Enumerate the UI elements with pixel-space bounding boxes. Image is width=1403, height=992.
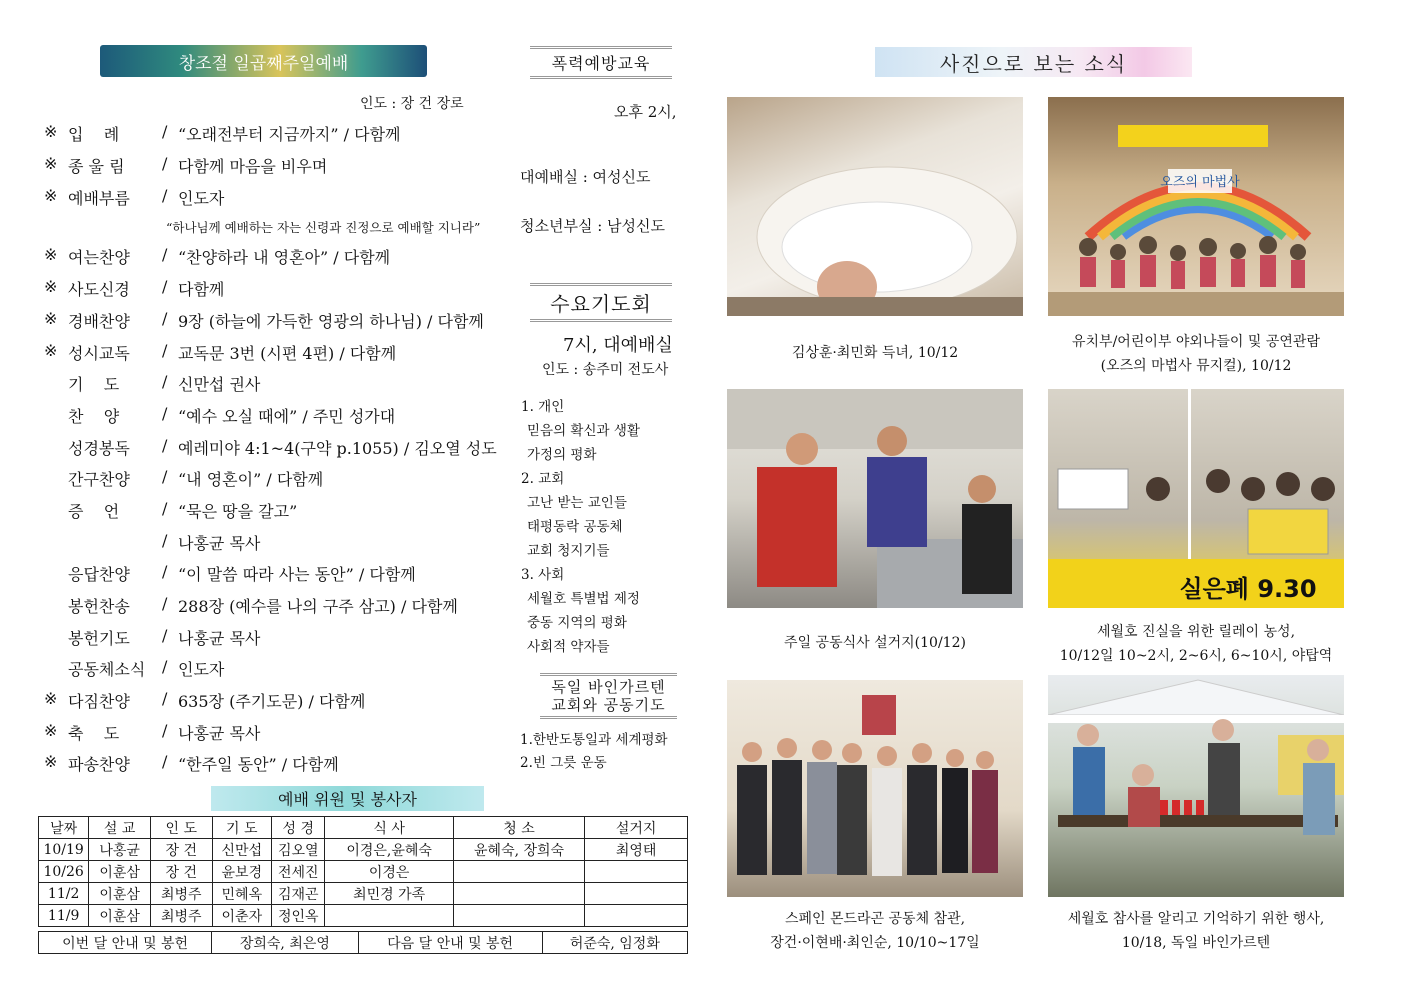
order-separator: / — [162, 499, 168, 518]
staff-header-cell: 기 도 — [212, 817, 272, 839]
caption-mondragon-line1: 스페인 몬드라곤 공동체 참관, — [784, 911, 966, 927]
caption-weingarten-line2: 10/18, 독일 바인가르텐 — [1121, 935, 1271, 951]
order-separator: / — [162, 186, 168, 205]
order-name: 찬 양 — [68, 407, 120, 426]
prayer-category: 3. 사회 — [521, 567, 565, 583]
order-name: 여는찬양 — [68, 248, 130, 267]
staff-cell: 10/26 — [39, 861, 89, 883]
order-content: 신만섭 권사 — [178, 375, 261, 394]
order-name: 봉헌찬송 — [68, 597, 130, 616]
order-separator: / — [162, 657, 168, 676]
prayer-topic: 교회 청지기들 — [527, 543, 610, 559]
order-name: 성시교독 — [68, 344, 130, 363]
order-name: 성경봉독 — [68, 439, 130, 458]
order-content: “찬양하라 내 영혼아” / 다함께 — [178, 248, 391, 267]
caption-sewol-line1: 세월호 진실을 위한 릴레이 농성, — [1096, 624, 1296, 640]
order-content: “이 말씀 따라 사는 동안” / 다함께 — [178, 565, 416, 584]
order-name: 공동체소식 — [68, 660, 146, 679]
partner-title-line1: 독일 바인가르텐 — [551, 678, 666, 696]
order-name: 기 도 — [68, 375, 120, 394]
order-separator: / — [162, 594, 168, 613]
partner-item-2: 2.빈 그릇 운동 — [520, 755, 607, 771]
order-content: 다함께 — [178, 280, 225, 299]
photo-children-outing — [1048, 97, 1344, 316]
order-name: 축 도 — [68, 724, 120, 743]
photo-weingarten — [1048, 675, 1344, 897]
staff-title: 예배 위원 및 봉사자 — [278, 790, 417, 809]
order-name: 입 례 — [68, 125, 120, 144]
order-mark: ※ — [44, 341, 58, 360]
staff-cell: 윤혜숙, 장희숙 — [453, 839, 584, 861]
violence-room-men: 청소년부실 : 남성신도 — [520, 217, 666, 235]
staff-cell: 최병주 — [150, 905, 212, 927]
order-content: “내 영혼이” / 다함께 — [178, 470, 324, 489]
order-content: “오래전부터 지금까지” / 다함께 — [178, 125, 401, 144]
staff-cell — [585, 905, 688, 927]
order-separator: / — [162, 277, 168, 296]
staff-cell: 정인옥 — [272, 905, 325, 927]
staff-header-cell: 성 경 — [272, 817, 325, 839]
staff-cell — [585, 883, 688, 905]
table-row — [39, 883, 688, 905]
staff-table-header — [39, 817, 688, 839]
order-separator: / — [162, 372, 168, 391]
order-content: “묵은 땅을 갈고” — [178, 502, 298, 521]
photo-mondragon — [727, 680, 1023, 897]
order-name: 다짐찬양 — [68, 692, 130, 711]
order-content: 나홍균 목사 — [178, 629, 261, 648]
staff-cell: 최영태 — [585, 839, 688, 861]
caption-children-line1: 유치부/어린이부 야외나들이 및 공연관람 — [1072, 334, 1320, 350]
caption-newborn: 김상훈·최민화 득녀, 10/12 — [791, 345, 959, 361]
staff-cell: 11/9 — [39, 905, 89, 927]
order-name: 간구찬양 — [68, 470, 130, 489]
caption-sewol-relay — [1040, 620, 1352, 668]
staff-table-footer — [38, 931, 688, 954]
staff-header-cell: 설 교 — [89, 817, 151, 839]
staff-cell: 나홍균 — [89, 839, 151, 861]
staff-cell: 이경은 — [325, 861, 453, 883]
order-separator: / — [162, 341, 168, 360]
caption-dishwashing: 주일 공동식사 설거지(10/12) — [784, 635, 966, 651]
order-mark: ※ — [44, 309, 58, 328]
table-row — [39, 861, 688, 883]
sewol-relay-illustration — [1048, 389, 1344, 608]
order-mark: ※ — [44, 186, 58, 205]
order-name: 사도신경 — [68, 280, 130, 299]
staff-cell: 신만섭 — [212, 839, 272, 861]
staff-cell: 최병주 — [150, 883, 212, 905]
staff-cell — [453, 905, 584, 927]
order-separator: / — [162, 309, 168, 328]
partner-title-line2: 교회와 공동기도 — [551, 696, 666, 714]
next-month-label: 다음 달 안내 및 봉헌 — [359, 932, 543, 953]
prayer-category: 2. 교회 — [521, 471, 565, 487]
staff-header-cell: 식 사 — [325, 817, 453, 839]
news-title: 사진으로 보는 소식 — [939, 51, 1128, 76]
this-month-label: 이번 달 안내 및 봉헌 — [39, 932, 212, 953]
staff-cell — [585, 861, 688, 883]
order-separator: / — [162, 122, 168, 141]
partner-title — [540, 673, 677, 719]
staff-cell: 이춘자 — [212, 905, 272, 927]
table-row — [39, 905, 688, 927]
order-separator: / — [162, 689, 168, 708]
order-content: 다함께 마음을 비우며 — [178, 157, 328, 176]
order-separator: / — [162, 404, 168, 423]
order-content: “예수 오실 때에” / 주민 성가대 — [178, 407, 396, 426]
order-name: 예배부름 — [68, 189, 130, 208]
prayer-category: 1. 개인 — [521, 399, 565, 415]
weingarten-illustration — [1048, 675, 1344, 897]
order-content: 9장 (하늘에 가득한 영광의 하나님) / 다함께 — [178, 312, 484, 331]
order-separator: / — [162, 721, 168, 740]
this-month-names: 장희숙, 최은영 — [212, 932, 358, 953]
prayer-topic: 세월호 특별법 제정 — [527, 591, 640, 607]
mondragon-illustration — [727, 680, 1023, 897]
order-content: 인도자 — [178, 660, 225, 679]
order-separator: / — [162, 245, 168, 264]
order-content: 인도자 — [178, 189, 225, 208]
order-mark: ※ — [44, 752, 58, 771]
oz-sign-text: 오즈의 마법사 — [1160, 175, 1240, 190]
staff-cell: 김오열 — [272, 839, 325, 861]
call-to-worship-verse: “하나님께 예배하는 자는 신령과 진정으로 예배할 지니라” — [166, 220, 481, 235]
staff-cell: 최민경 가족 — [325, 883, 453, 905]
order-name: 봉헌기도 — [68, 629, 130, 648]
order-separator: / — [162, 436, 168, 455]
worship-title: 창조절 일곱째주일예배 — [178, 53, 349, 74]
staff-header-cell: 날짜 — [39, 817, 89, 839]
caption-weingarten — [1040, 907, 1352, 955]
order-mark: ※ — [44, 245, 58, 264]
photo-sewol-relay — [1048, 389, 1344, 608]
photo-dishwashing — [727, 389, 1023, 608]
staff-table — [38, 816, 688, 927]
order-name: 파송찬양 — [68, 755, 130, 774]
order-mark: ※ — [44, 689, 58, 708]
order-name: 종 울 림 — [68, 157, 125, 176]
next-month-names: 허준숙, 임정화 — [569, 935, 660, 952]
order-separator: / — [162, 531, 168, 550]
staff-cell — [453, 861, 584, 883]
staff-cell: 10/19 — [39, 839, 89, 861]
order-mark: ※ — [44, 154, 58, 173]
staff-header-cell: 청 소 — [453, 817, 584, 839]
table-row — [39, 839, 688, 861]
staff-cell: 장 건 — [150, 839, 212, 861]
prayer-topic: 고난 받는 교인들 — [527, 495, 627, 511]
order-content: 나홍균 목사 — [178, 534, 261, 553]
worship-title-banner — [100, 45, 427, 77]
order-name: 증 언 — [68, 502, 120, 521]
prayer-topic: 가정의 평화 — [527, 447, 597, 463]
order-content: 635장 (주기도문) / 다함께 — [178, 692, 366, 711]
staff-header-cell: 인 도 — [150, 817, 212, 839]
caption-sewol-line2: 10/12일 10~2시, 2~6시, 6~10시, 야탑역 — [1059, 648, 1333, 664]
prayer-topic: 중동 지역의 평화 — [527, 615, 627, 631]
dishwashing-illustration — [727, 389, 1023, 608]
staff-cell: 윤보경 — [212, 861, 272, 883]
sewol-banner-text: 실은폐 9.30 — [1179, 575, 1317, 603]
order-separator: / — [162, 626, 168, 645]
wednesday-title: 수요기도회 — [530, 283, 672, 322]
staff-cell — [325, 905, 453, 927]
staff-cell — [453, 883, 584, 905]
newborn-illustration — [727, 97, 1023, 316]
wednesday-time: 7시, 대예배실 — [563, 335, 673, 356]
staff-cell: 이훈삼 — [89, 883, 151, 905]
staff-cell: 민혜옥 — [212, 883, 272, 905]
order-content: “한주일 동안” / 다함께 — [178, 755, 339, 774]
order-mark: ※ — [44, 122, 58, 141]
photo-newborn — [727, 97, 1023, 316]
news-title-banner — [875, 47, 1192, 77]
order-separator: / — [162, 154, 168, 173]
children-illustration — [1048, 97, 1344, 316]
order-name: 응답찬양 — [68, 565, 130, 584]
order-separator: / — [162, 467, 168, 486]
caption-weingarten-line1: 세월호 참사를 알리고 기억하기 위한 행사, — [1067, 911, 1325, 927]
caption-children-line2: (오즈의 마법사 뮤지컬), 10/12 — [1100, 358, 1292, 374]
staff-cell: 장 건 — [150, 861, 212, 883]
worship-leader: 인도 : 장 건 장로 — [360, 96, 464, 112]
staff-cell: 이경은,윤혜숙 — [325, 839, 453, 861]
staff-cell: 김재곤 — [272, 883, 325, 905]
wednesday-leader: 인도 : 송주미 전도사 — [542, 362, 669, 378]
staff-cell: 11/2 — [39, 883, 89, 905]
caption-mondragon-line2: 장건·이현배·최인순, 10/10~17일 — [770, 935, 980, 951]
order-separator: / — [162, 562, 168, 581]
order-content: 교독문 3번 (시편 4편) / 다함께 — [178, 344, 397, 363]
order-separator: / — [162, 752, 168, 771]
caption-mondragon — [727, 907, 1023, 955]
prayer-topic: 사회적 약자들 — [527, 639, 610, 655]
violence-time: 오후 2시, — [614, 103, 677, 121]
order-mark: ※ — [44, 277, 58, 296]
violence-room-women: 대예배실 : 여성신도 — [520, 168, 651, 186]
staff-cell: 전세진 — [272, 861, 325, 883]
prayer-topic: 믿음의 확신과 생활 — [527, 423, 640, 439]
order-content: 예레미야 4:1~4(구약 p.1055) / 김오열 성도 — [178, 439, 497, 458]
order-mark: ※ — [44, 721, 58, 740]
order-content: 288장 (예수를 나의 구주 삼고) / 다함께 — [178, 597, 458, 616]
staff-cell: 이훈삼 — [89, 861, 151, 883]
order-name: 경배찬양 — [68, 312, 130, 331]
order-content: 나홍균 목사 — [178, 724, 261, 743]
prayer-topic: 태평동락 공동체 — [527, 519, 623, 535]
violence-title: 폭력예방교육 — [530, 46, 672, 79]
staff-cell: 이훈삼 — [89, 905, 151, 927]
staff-title-banner — [211, 786, 484, 811]
caption-children-outing — [1040, 330, 1352, 378]
partner-item-1: 1.한반도통일과 세계평화 — [520, 732, 668, 748]
staff-header-cell: 설거지 — [585, 817, 688, 839]
